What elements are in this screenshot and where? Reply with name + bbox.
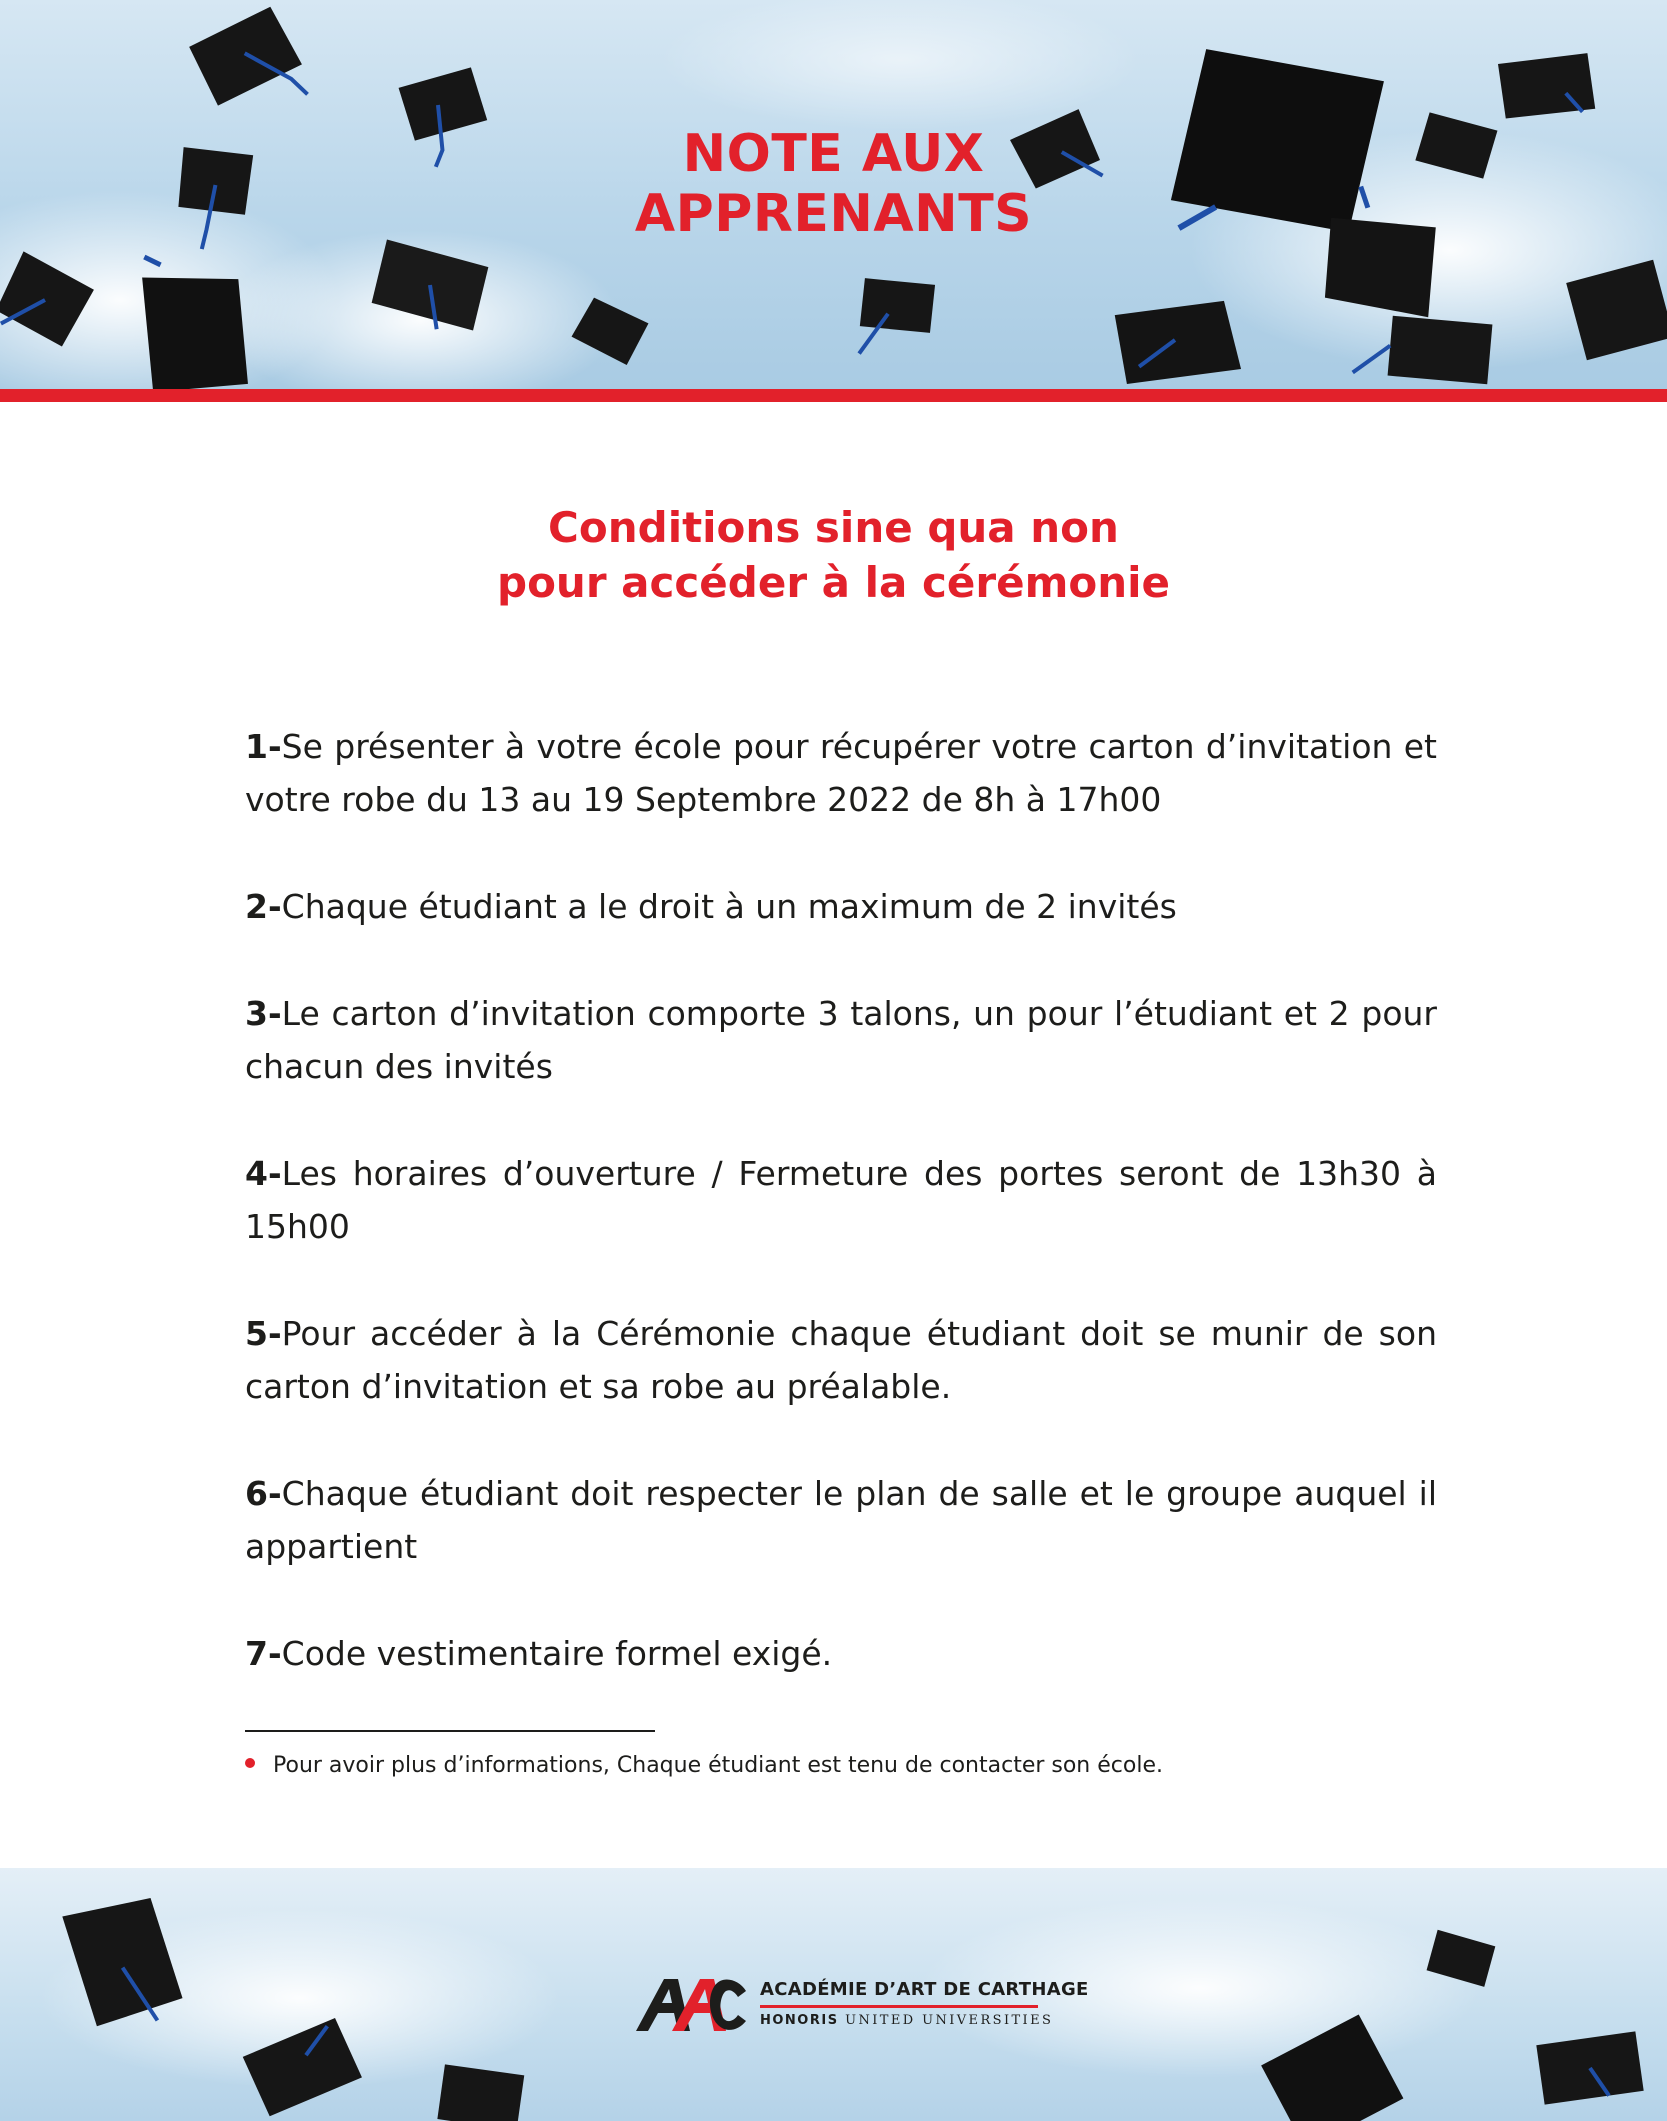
- list-item: [245, 1467, 1437, 1573]
- header-divider: [0, 389, 1667, 402]
- item-text: Code vestimentaire formel exigé.: [281, 1634, 833, 1673]
- header-banner: [0, 0, 1667, 389]
- academy-affiliation: [760, 2013, 1053, 2028]
- item-number: 3-: [245, 994, 282, 1033]
- aac-logo-mark: [628, 1973, 748, 2037]
- list-item: [245, 1627, 1437, 1680]
- list-item: [245, 987, 1437, 1093]
- item-text: Pour accéder à la Cérémonie chaque étudiant doit se munir de son carton d’invitation et sa robe au préalable.: [245, 1314, 1437, 1406]
- affiliation-brand: HONORIS: [760, 2013, 839, 2028]
- footnote-text: Pour avoir plus d’informations, Chaque étudiant est tenu de contacter son école.: [273, 1753, 1163, 1778]
- academy-logo: [628, 1973, 1089, 2037]
- section-title-line-2: pour accéder à la cérémonie: [497, 558, 1170, 607]
- conditions-list: [245, 720, 1437, 1734]
- graduation-cap-icon: [1498, 53, 1596, 119]
- bullet-icon: [245, 1758, 255, 1768]
- item-number: 7-: [245, 1634, 282, 1673]
- item-text: Chaque étudiant doit respecter le plan de salle et le groupe auquel il appartient: [245, 1474, 1437, 1566]
- item-number: 6-: [245, 1474, 282, 1513]
- list-item: [245, 1307, 1437, 1413]
- list-item: [245, 880, 1437, 933]
- item-number: 2-: [245, 887, 282, 926]
- graduation-cap-icon: [849, 270, 940, 367]
- footnote: [245, 1751, 1163, 1781]
- graduation-cap-icon: [1536, 2031, 1643, 2104]
- item-text: Chaque étudiant a le droit à un maximum de 2 invités: [281, 887, 1177, 926]
- section-title-line-1: Conditions sine qua non: [548, 503, 1119, 552]
- list-item: [245, 1147, 1437, 1253]
- affiliation-rest: UNITED UNIVERSITIES: [845, 2013, 1054, 2028]
- item-number: 4-: [245, 1154, 282, 1193]
- list-item: [245, 720, 1437, 826]
- page-title-line-1: NOTE AUX: [682, 124, 985, 184]
- item-number: 1-: [245, 727, 282, 766]
- page-title: [0, 124, 1667, 244]
- page-title-line-2: APPRENANTS: [634, 184, 1033, 244]
- academy-name: ACADÉMIE D’ART DE CARTHAGE: [760, 1979, 1089, 2000]
- graduation-cap-icon: [435, 2061, 526, 2121]
- item-text: Se présenter à votre école pour récupérer votre carton d’invitation et votre robe du 13 au 19 Septembre 2022 de 8h à 17h00: [245, 727, 1437, 819]
- footnote-divider: [245, 1730, 655, 1732]
- item-text: Le carton d’invitation comporte 3 talons, un pour l’étudiant et 2 pour chacun des invités: [245, 994, 1437, 1086]
- section-title: [0, 500, 1667, 610]
- graduation-cap-icon: [186, 3, 312, 126]
- item-text: Les horaires d’ouverture / Fermeture des portes seront de 13h30 à 15h00: [245, 1154, 1437, 1246]
- item-number: 5-: [245, 1314, 282, 1353]
- graduation-cap-icon: [1115, 295, 1241, 389]
- logo-divider: [760, 2005, 1038, 2008]
